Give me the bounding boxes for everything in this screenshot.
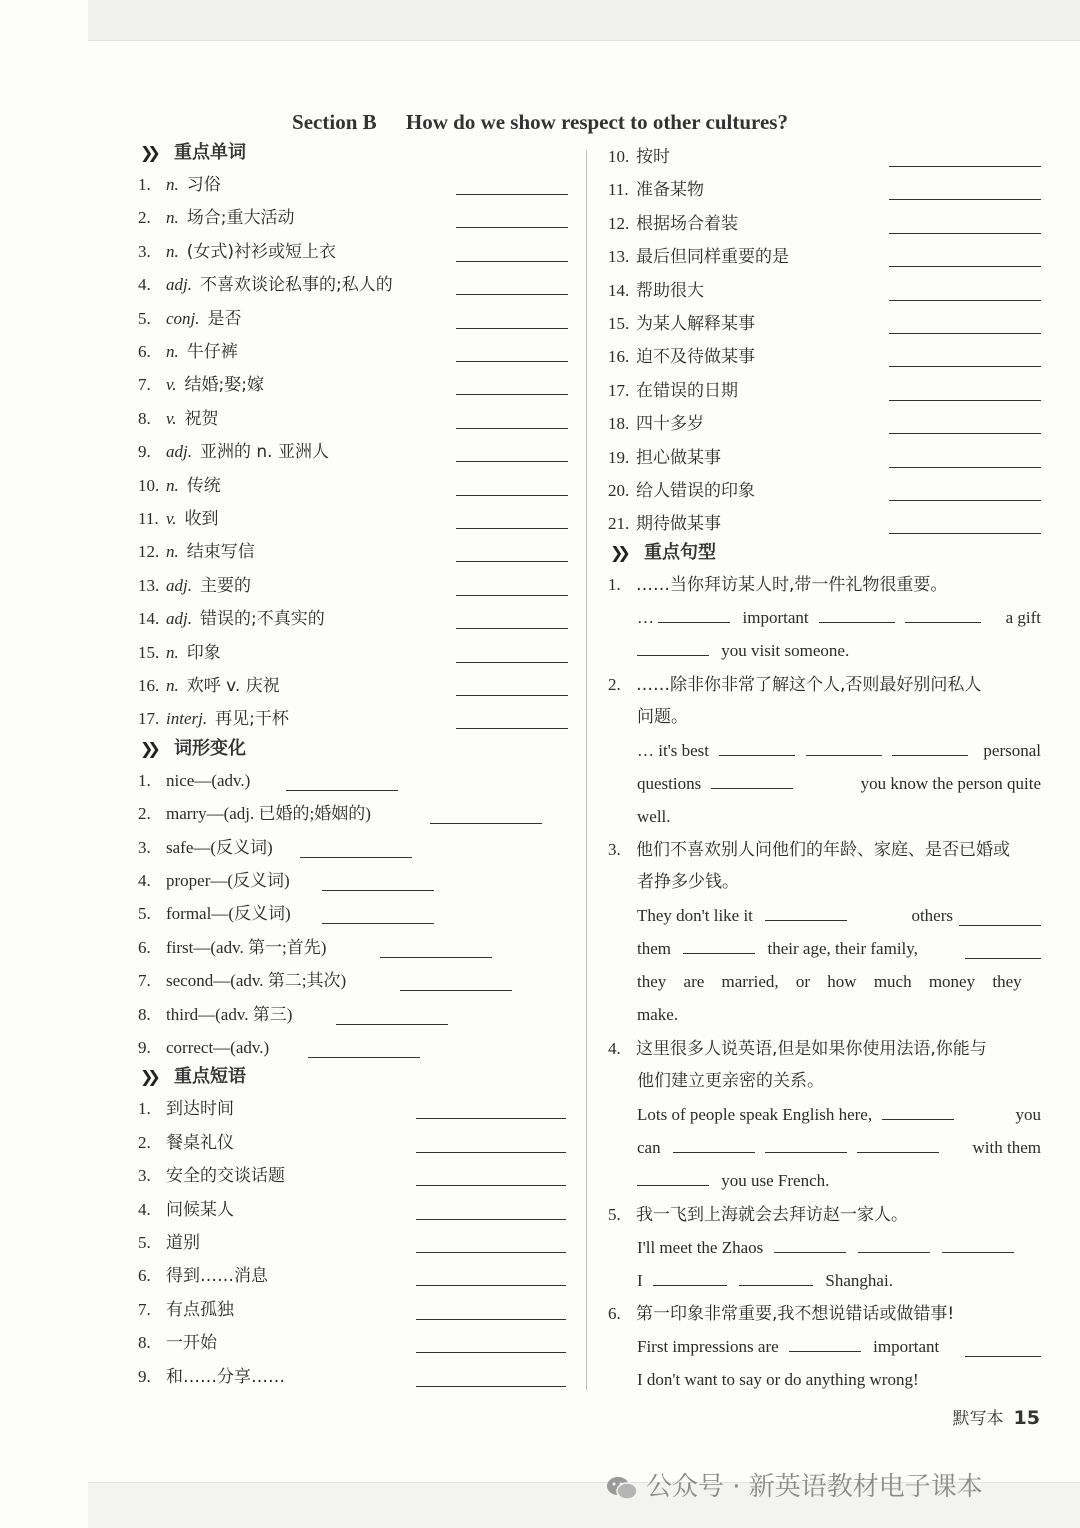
vocab-item: 1. n. 习俗: [138, 175, 221, 195]
vocab-item: 14. adj. 错误的;不真实的: [138, 609, 325, 630]
answer-blank[interactable]: [765, 900, 847, 921]
double-chevron-icon: ❯❯: [140, 738, 155, 758]
answer-blank[interactable]: [416, 1285, 566, 1286]
sentence-3-en: They don't like it others: [637, 899, 1041, 932]
phrase-item: 1. 到达时间: [138, 1099, 234, 1120]
answer-blank[interactable]: [456, 662, 568, 663]
answer-blank[interactable]: [882, 1099, 954, 1120]
word-form-item: 6. first—(adv. 第一;首先): [138, 937, 327, 957]
vocab-item: 17. interj. 再见;干杯: [138, 709, 289, 730]
answer-blank[interactable]: [719, 735, 795, 756]
sentence-5-en: I'll meet the Zhaos: [637, 1231, 1041, 1264]
answer-blank[interactable]: [456, 495, 568, 496]
page-title: [0, 110, 1080, 135]
phrase-item: 10. 按时: [608, 147, 670, 167]
sentence-4-en: Lots of people speak English here, you: [637, 1098, 1041, 1131]
answer-blank[interactable]: [456, 227, 568, 228]
word-form-item: 3. safe—(反义词): [138, 837, 273, 857]
sentence-3-en-2: them their age, their family,: [637, 932, 1041, 965]
sentence-1-cn: 1. ……当你拜访某人时,带一件礼物很重要。: [608, 575, 948, 595]
sentence-3-en-3: they are married, or how much money they: [637, 972, 1022, 991]
answer-blank[interactable]: [889, 233, 1041, 234]
answer-blank[interactable]: [637, 1165, 709, 1186]
sentence-2-en-3: well.: [637, 807, 671, 826]
answer-blank[interactable]: [789, 1331, 861, 1352]
answer-blank[interactable]: [819, 602, 895, 623]
answer-blank[interactable]: [416, 1152, 566, 1153]
page-footer: [953, 1404, 1040, 1429]
answer-blank[interactable]: [889, 300, 1041, 301]
phrase-item: 7. 有点孤独: [138, 1299, 234, 1320]
answer-blank[interactable]: [456, 394, 568, 395]
answer-blank[interactable]: [416, 1219, 566, 1220]
answer-blank[interactable]: [456, 328, 568, 329]
answer-blank[interactable]: [416, 1252, 566, 1253]
phrase-item: 4. 问候某人: [138, 1199, 234, 1220]
answer-blank[interactable]: [889, 433, 1041, 434]
sentence-6-en: First impressions are important: [637, 1330, 1041, 1363]
phrase-item: 19. 担心做某事: [608, 447, 721, 468]
vocab-item: 5. conj. 是否: [138, 308, 242, 329]
answer-blank[interactable]: [653, 1265, 727, 1286]
answer-blank[interactable]: [456, 628, 568, 629]
answer-blank[interactable]: [774, 1232, 846, 1253]
answer-blank[interactable]: [965, 938, 1041, 959]
answer-blank[interactable]: [959, 905, 1041, 926]
vocab-item: 4. adj. 不喜欢谈论私事的;私人的: [138, 275, 393, 296]
phrase-item: 18. 四十多岁: [608, 414, 704, 435]
footer-label: 默写本: [952, 1409, 1004, 1429]
sentence-3-en-4: make.: [637, 1005, 679, 1024]
forms-heading: ❯❯ 词形变化: [140, 734, 246, 764]
answer-blank[interactable]: [683, 933, 755, 954]
answer-blank[interactable]: [456, 695, 568, 696]
answer-blank[interactable]: [456, 561, 568, 562]
answer-blank[interactable]: [430, 823, 542, 824]
sentence-5-en-2: I Shanghai.: [637, 1264, 893, 1297]
word-form-item: 8. third—(adv. 第三): [138, 1004, 293, 1024]
vocab-item: 8. v. 祝贺: [138, 408, 219, 429]
answer-blank[interactable]: [416, 1386, 566, 1387]
answer-blank[interactable]: [416, 1319, 566, 1320]
sentence-2-cn: 2. ……除非你非常了解这个人,否则最好别问私人: [608, 675, 982, 695]
phrase-item: 12. 根据场合着装: [608, 213, 738, 234]
answer-blank[interactable]: [673, 1132, 755, 1153]
answer-blank[interactable]: [322, 890, 434, 891]
word-form-item: 1. nice—(adv.): [138, 770, 251, 790]
phrases-heading: ❯❯ 重点短语: [140, 1062, 246, 1092]
vocab-item: 16. n. 欢呼 v. 庆祝: [138, 676, 280, 696]
answer-blank[interactable]: [456, 595, 568, 596]
word-form-item: 2. marry—(adj. 已婚的;婚姻的): [138, 804, 371, 824]
sentence-2-cn-2: 问题。: [637, 707, 688, 727]
vocab-item: 7. v. 结婚;娶;嫁: [138, 375, 265, 396]
vocab-item: 13. adj. 主要的: [138, 575, 251, 596]
sentence-3-cn-2: 者挣多少钱。: [637, 872, 739, 892]
phrase-item: 2. 餐桌礼仪: [138, 1132, 234, 1153]
sentence-1-en: … important a gift: [637, 601, 1041, 634]
phrase-item: 3. 安全的交谈话题: [138, 1166, 285, 1187]
answer-blank[interactable]: [889, 533, 1041, 534]
phrase-item: 11. 准备某物: [608, 180, 704, 201]
answer-blank[interactable]: [336, 1024, 448, 1025]
answer-blank[interactable]: [658, 602, 730, 623]
sentence-5-cn: 5. 我一飞到上海就会去拜访赵一家人。: [608, 1205, 908, 1225]
phrase-item: 15. 为某人解释某事: [608, 314, 755, 334]
answer-blank[interactable]: [637, 635, 709, 656]
word-form-item: 7. second—(adv. 第二;其次): [138, 971, 347, 991]
answer-blank[interactable]: [456, 461, 568, 462]
answer-blank[interactable]: [889, 199, 1041, 200]
double-chevron-icon: ❯❯: [140, 143, 155, 162]
answer-blank[interactable]: [857, 1132, 939, 1153]
sentence-2-en: … it's best personal: [637, 734, 1041, 767]
double-chevron-icon: ❯❯: [610, 543, 625, 562]
answer-blank[interactable]: [739, 1265, 813, 1286]
answer-blank[interactable]: [456, 528, 568, 529]
answer-blank[interactable]: [308, 1057, 420, 1058]
phrase-item: 5. 道别: [138, 1233, 200, 1253]
sentence-4-en-3: you use French.: [637, 1164, 829, 1197]
answer-blank[interactable]: [858, 1232, 930, 1253]
answer-blank[interactable]: [765, 1132, 847, 1153]
phrase-item: 13. 最后但同样重要的是: [608, 247, 789, 268]
answer-blank[interactable]: [889, 400, 1041, 401]
column-divider: [586, 150, 587, 1390]
answer-blank[interactable]: [456, 194, 568, 195]
section-label: Section B: [292, 110, 377, 134]
sentence-2-en-2: questions you know the person quite: [637, 767, 1041, 800]
answer-blank[interactable]: [889, 467, 1041, 468]
answer-blank[interactable]: [300, 857, 412, 858]
answer-blank[interactable]: [965, 1336, 1041, 1357]
phrase-item: 6. 得到……消息: [138, 1266, 268, 1287]
answer-blank[interactable]: [889, 366, 1041, 367]
top-margin-band: [88, 0, 1080, 41]
sentence-3-cn: 3. 他们不喜欢别人问他们的年龄、家庭、是否已婚或: [608, 840, 1010, 860]
phrase-item: 16. 迫不及待做某事: [608, 347, 755, 368]
answer-blank[interactable]: [892, 735, 968, 756]
phrase-item: 8. 一开始: [138, 1333, 217, 1354]
answer-blank[interactable]: [711, 768, 793, 789]
answer-blank[interactable]: [456, 294, 568, 295]
sentence-1-en-2: you visit someone.: [637, 634, 849, 667]
watermark: 公众号 · 新英语教材电子课本: [606, 1466, 983, 1503]
answer-blank[interactable]: [416, 1352, 566, 1353]
vocab-item: 15. n. 印象: [138, 642, 221, 663]
double-chevron-icon: ❯❯: [140, 1067, 155, 1087]
vocab-item: 11. v. 收到: [138, 509, 219, 529]
phrase-item: 17. 在错误的日期: [608, 380, 738, 401]
answer-blank[interactable]: [380, 957, 492, 958]
answer-blank[interactable]: [905, 602, 981, 623]
vocab-item: 2. n. 场合;重大活动: [138, 208, 295, 229]
answer-blank[interactable]: [416, 1118, 566, 1119]
answer-blank[interactable]: [456, 361, 568, 362]
sentence-4-en-2: can with them: [637, 1131, 1041, 1164]
section-question: How do we show respect to other cultures?: [405, 110, 788, 134]
wechat-icon: [606, 1475, 638, 1501]
vocab-item: 10. n. 传统: [138, 475, 221, 496]
answer-blank[interactable]: [456, 261, 568, 262]
answer-blank[interactable]: [456, 728, 568, 729]
phrase-item: 9. 和……分享……: [138, 1366, 285, 1387]
answer-blank[interactable]: [806, 735, 882, 756]
sentence-4-cn-2: 他们建立更亲密的关系。: [637, 1071, 824, 1091]
answer-blank[interactable]: [889, 166, 1041, 167]
sentence-4-cn: 4. 这里很多人说英语,但是如果你使用法语,你能与: [608, 1039, 987, 1059]
answer-blank[interactable]: [889, 333, 1041, 334]
page-number: 15: [1013, 1407, 1040, 1429]
answer-blank[interactable]: [889, 266, 1041, 267]
sentence-6-en-2: I don't want to say or do anything wrong!: [637, 1370, 919, 1389]
answer-blank[interactable]: [889, 500, 1041, 501]
phrase-item: 21. 期待做某事: [608, 514, 721, 535]
sentence-heading: ❯❯ 重点句型: [610, 538, 716, 568]
phrase-item: 14. 帮助很大: [608, 280, 704, 301]
answer-blank[interactable]: [400, 990, 512, 991]
answer-blank[interactable]: [416, 1185, 566, 1186]
sentence-6-cn: 6. 第一印象非常重要,我不想说错话或做错事!: [608, 1304, 955, 1324]
phrase-item: 20. 给人错误的印象: [608, 481, 755, 501]
answer-blank[interactable]: [322, 923, 434, 924]
answer-blank[interactable]: [286, 790, 398, 791]
vocab-item: 3. n. (女式)衬衫或短上衣: [138, 241, 337, 262]
word-form-item: 5. formal—(反义词): [138, 904, 291, 924]
word-form-item: 4. proper—(反义词): [138, 871, 290, 890]
answer-blank[interactable]: [456, 428, 568, 429]
answer-blank[interactable]: [942, 1232, 1014, 1253]
vocab-heading: ❯❯ 重点单词: [140, 138, 246, 168]
word-form-item: 9. correct—(adv.): [138, 1038, 270, 1057]
vocab-item: 9. adj. 亚洲的 n. 亚洲人: [138, 442, 329, 463]
vocab-item: 6. n. 牛仔裤: [138, 342, 238, 362]
vocab-item: 12. n. 结束写信: [138, 542, 255, 563]
